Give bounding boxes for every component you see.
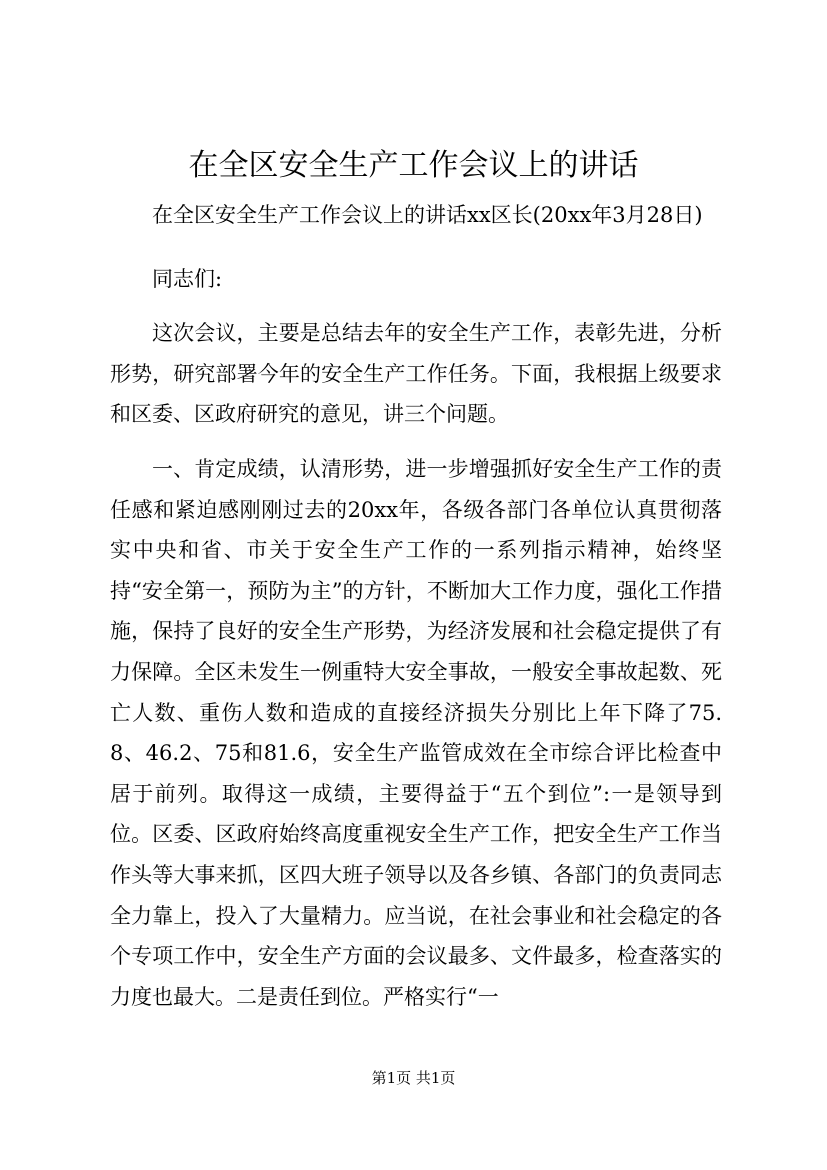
document-body xyxy=(110,195,722,1017)
paragraph-section-one: 一、肯定成绩，认清形势，进一步增强抓好安全生产工作的责任感和紧迫感刚刚过去的20xx年，各级各部门各单位认真贯彻落实中央和省、市关于安全生产工作的一系列指示精神，始终坚持“安全第一，预防为主”的方针，不断加大工作力度，强化工作措施，保持了良好的安全生产形势，为经济发展和社会稳定提供了有力保障。全区未发生一例重特大安全事故，一般安全事故起数、死亡人数、重伤人数和造成的直接经济损失分别比上年下降了75.8、46.2、75和81.6，安全生产监管成效在全市综合评比检查中居于前列。取得这一成绩，主要得益于“五个到位”:一是领导到位。区委、区政府始终高度重视安全生产工作，把安全生产工作当作头等大事来抓，区四大班子领导以及各乡镇、各部门的负责同志全力靠上，投入了大量精力。应当说，在社会事业和社会稳定的各个专项工作中，安全生产方面的会议最多、文件最多，检查落实的力度也最大。二是责任到位。严格实行“一 xyxy=(110,456,722,1009)
page-footer: 第1页 共1页 xyxy=(371,1069,456,1087)
paragraph-heading-info: 在全区安全生产工作会议上的讲话xx区长(20xx年3月28日) xyxy=(152,203,703,227)
paragraph-salutation: 同志们: xyxy=(152,266,223,291)
document-title: 在全区安全生产工作会议上的讲话 xyxy=(188,148,639,183)
paragraph-intro: 这次会议，主要是总结去年的安全生产工作，表彰先进，分析形势，研究部署今年的安全生产工作任务。下面，我根据上级要求和区委、区政府研究的意见，讲三个问题。 xyxy=(110,321,722,427)
